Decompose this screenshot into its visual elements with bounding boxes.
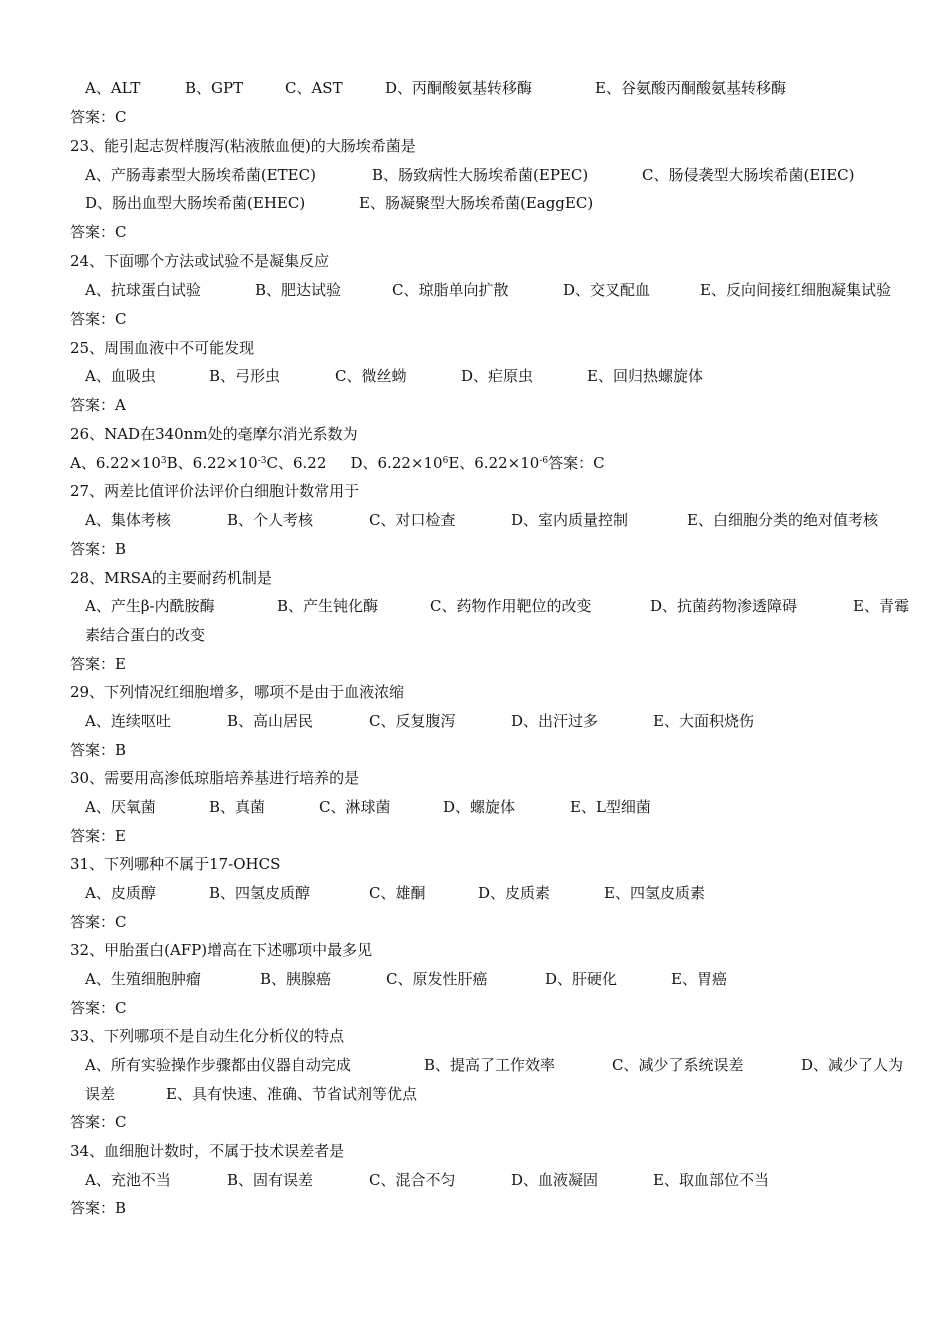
q32-option-e: E、胃癌	[671, 970, 727, 988]
q31-option-e: E、四氢皮质素	[604, 884, 705, 902]
q33-option-c: C、减少了系统误差	[612, 1056, 744, 1074]
q23-option-d: D、肠出血型大肠埃希菌(EHEC)	[85, 194, 306, 212]
q28-stem: 28、MRSA的主要耐药机制是	[70, 569, 272, 587]
q28-option-d: D、抗菌药物渗透障碍	[650, 597, 798, 615]
q30-option-e: E、L型细菌	[570, 798, 651, 816]
q33-option-d: D、减少了人为	[801, 1056, 904, 1074]
q25-stem: 25、周围血液中不可能发现	[70, 339, 255, 357]
q34-stem: 34、血细胞计数时，不属于技术误差者是	[70, 1142, 345, 1160]
q25-option-a: A、血吸虫	[85, 367, 156, 385]
q29-answer: 答案：B	[70, 741, 127, 759]
q32-answer: 答案：C	[70, 999, 127, 1017]
q28-options-line1	[0, 592, 950, 620]
q29-option-d: D、出汗过多	[511, 712, 599, 730]
q33-option-d-continued: 误差	[85, 1085, 116, 1103]
q22-option-b: B、GPT	[185, 79, 244, 97]
q31-options	[0, 879, 950, 907]
q32-options	[0, 965, 950, 993]
q30-option-c: C、淋球菌	[319, 798, 391, 816]
q29-options	[0, 707, 950, 735]
q26-option-c: C、6.22	[266, 454, 327, 472]
q26-option-a: A、$6.22\times 10^3$	[70, 454, 167, 472]
q26-option-d-exponent: 6	[442, 456, 449, 466]
q27-answer: 答案：B	[70, 540, 127, 558]
q29-option-b: B、高山居民	[227, 712, 314, 730]
q32-stem: 32、甲胎蛋白(AFP)增高在下述哪项中最多见	[70, 941, 373, 959]
q23-answer: 答案：C	[70, 223, 127, 241]
q25-option-c: C、微丝蚴	[335, 367, 407, 385]
q22-option-a: A、ALT	[85, 79, 141, 97]
q23-stem: 23、能引起志贺样腹泻(粘液脓血便)的大肠埃希菌是	[70, 137, 416, 155]
q27-option-e: E、白细胞分类的绝对值考核	[687, 511, 878, 529]
q30-answer: 答案：E	[70, 827, 126, 845]
q31-option-c: C、雄酮	[369, 884, 426, 902]
q29-stem: 29、下列情况红细胞增多，哪项不是由于血液浓缩	[70, 683, 405, 701]
q31-option-d: D、皮质素	[478, 884, 551, 902]
q27-option-d: D、室内质量控制	[511, 511, 629, 529]
q32-option-a: A、生殖细胞肿瘤	[85, 970, 201, 988]
q31-option-b: B、四氢皮质醇	[209, 884, 311, 902]
q34-option-b: B、固有误差	[227, 1171, 314, 1189]
q26-option-d: D、$6.22\times 10^6$	[350, 454, 449, 472]
q25-option-e: E、回归热螺旋体	[587, 367, 703, 385]
q22-option-c: C、AST	[285, 79, 343, 97]
q24-option-e: E、反向间接红细胞凝集试验	[700, 281, 891, 299]
q34-option-d: D、血液凝固	[511, 1171, 599, 1189]
q33-options-line2	[0, 1080, 950, 1108]
q25-option-d: D、疟原虫	[461, 367, 534, 385]
q26-option-a-exponent: 3	[160, 456, 167, 466]
q23-option-a: A、产肠毒素型大肠埃希菌(ETEC)	[85, 166, 316, 184]
q26-option-b: B、$6.22\times 10^{-3}$	[166, 454, 267, 472]
q27-option-c: C、对口检查	[369, 511, 456, 529]
q23-option-c: C、肠侵袭型大肠埃希菌(EIEC)	[642, 166, 855, 184]
q29-option-a: A、连续呕吐	[85, 712, 171, 730]
q24-option-a: A、抗球蛋白试验	[85, 281, 201, 299]
q23-option-e: E、肠凝聚型大肠埃希菌(EaggEC)	[359, 194, 594, 212]
q33-answer: 答案：C	[70, 1113, 127, 1131]
q29-option-c: C、反复腹泻	[369, 712, 456, 730]
q26-answer: 答案：C	[548, 454, 605, 472]
q27-options	[0, 506, 950, 534]
q28-option-e: E、青霉	[853, 597, 909, 615]
q24-answer: 答案：C	[70, 310, 127, 328]
q27-option-a: A、集体考核	[85, 511, 171, 529]
q34-option-a: A、充池不当	[85, 1171, 171, 1189]
q24-option-b: B、肥达试验	[255, 281, 342, 299]
q33-stem: 33、下列哪项不是自动生化分析仪的特点	[70, 1027, 345, 1045]
q34-option-e: E、取血部位不当	[653, 1171, 769, 1189]
q28-options-line2: 素结合蛋白的改变	[85, 626, 206, 644]
q30-option-b: B、真菌	[209, 798, 266, 816]
q31-stem: 31、下列哪种不属于17-OHCS	[70, 855, 281, 873]
q22-option-e: E、谷氨酸丙酮酸氨基转移酶	[595, 79, 786, 97]
q31-option-a: A、皮质醇	[85, 884, 156, 902]
q30-stem: 30、需要用高渗低琼脂培养基进行培养的是	[70, 769, 360, 787]
q32-option-b: B、胰腺癌	[260, 970, 332, 988]
q32-option-c: C、原发性肝癌	[386, 970, 488, 988]
q33-option-e: E、具有快速、准确、节省试剂等优点	[166, 1085, 417, 1103]
q22-answer: 答案：C	[70, 108, 127, 126]
q23-option-b: B、肠致病性大肠埃希菌(EPEC)	[372, 166, 589, 184]
q27-option-b: B、个人考核	[227, 511, 314, 529]
q33-option-a: A、所有实验操作步骤都由仪器自动完成	[85, 1056, 351, 1074]
q33-options-line1	[0, 1051, 950, 1079]
q25-option-b: B、弓形虫	[209, 367, 281, 385]
q30-options	[0, 793, 950, 821]
q28-option-c: C、药物作用靶位的改变	[430, 597, 592, 615]
q32-option-d: D、肝硬化	[545, 970, 618, 988]
q25-options	[0, 362, 950, 390]
q26-option-e: E、$6.22\times 10^{-6}$	[448, 454, 549, 472]
q34-answer: 答案：B	[70, 1199, 127, 1217]
q30-option-d: D、螺旋体	[443, 798, 516, 816]
q29-option-e: E、大面积烧伤	[653, 712, 754, 730]
q26-options	[0, 449, 950, 477]
q24-stem: 24、下面哪个方法或试验不是凝集反应	[70, 252, 330, 270]
q30-option-a: A、厌氧菌	[85, 798, 156, 816]
q26-stem: 26、NAD在340nm处的毫摩尔消光系数为	[70, 425, 358, 443]
q28-answer: 答案：E	[70, 655, 126, 673]
q26-option-b-exponent: -3	[257, 456, 267, 466]
q24-option-d: D、交叉配血	[563, 281, 651, 299]
q34-options	[0, 1166, 950, 1194]
q27-stem: 27、两差比值评价法评价白细胞计数常用于	[70, 482, 360, 500]
q25-answer: 答案：A	[70, 396, 126, 414]
q31-answer: 答案：C	[70, 913, 127, 931]
q34-option-c: C、混合不匀	[369, 1171, 456, 1189]
q28-option-b: B、产生钝化酶	[277, 597, 379, 615]
q24-options	[0, 276, 950, 304]
q23-options-line2	[0, 189, 950, 217]
q28-option-a: A、产生β-内酰胺酶	[85, 597, 215, 615]
q26-option-e-exponent: -6	[539, 456, 549, 466]
q23-options-line1	[0, 161, 950, 189]
q22-option-d: D、丙酮酸氨基转移酶	[385, 79, 533, 97]
q22-options	[0, 74, 950, 102]
q24-option-c: C、琼脂单向扩散	[392, 281, 509, 299]
q33-option-b: B、提高了工作效率	[424, 1056, 556, 1074]
